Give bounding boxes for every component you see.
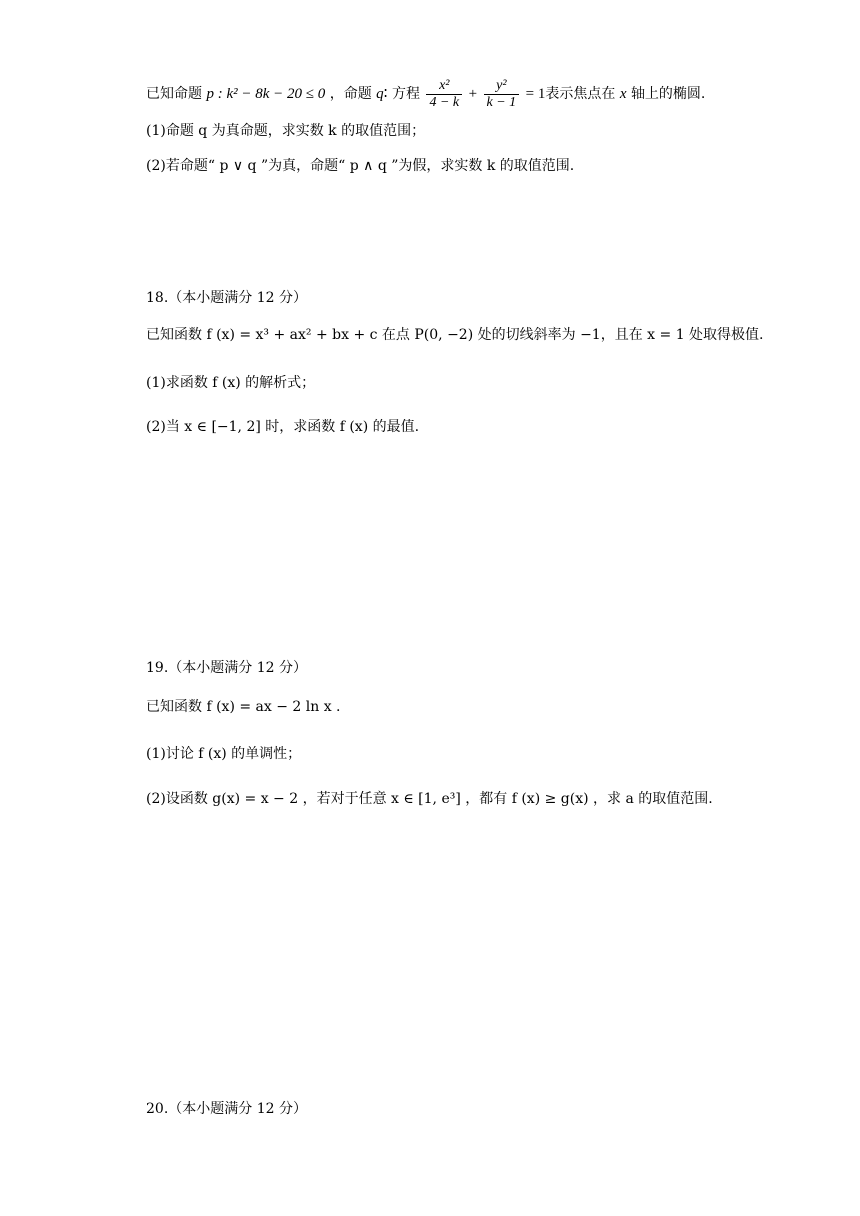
q17-part2: (2)若命题“ p ∨ q ”为真，命题“ p ∧ q ”为假，求实数 k 的取值范围. <box>146 158 575 174</box>
q17-fraction-2-denominator: k − 1 <box>486 94 517 110</box>
q17-fraction-2 <box>484 78 520 111</box>
q17-fraction-2-numerator: y² <box>484 78 520 95</box>
q18-stem: 已知函数 f (x) = x³ + ax² + bx + c 在点 P(0, −2) 处的切线斜率为 −1，且在 x = 1 处取得极值. <box>146 327 764 343</box>
q17-part1: (1)命题 q 为真命题，求实数 k 的取值范围； <box>146 123 426 139</box>
q19-part1: (1)讨论 f (x) 的单调性； <box>146 746 302 762</box>
q17-q-label: q <box>376 86 384 102</box>
q18-part2: (2)当 x ∈ [−1, 2] 时，求函数 f (x) 的最值. <box>146 419 420 435</box>
q17-intro-b: ，命题 <box>329 86 372 102</box>
q18-header: 18.（本小题满分 12 分） <box>146 290 307 306</box>
q17-equals-one: = 1 <box>525 86 546 102</box>
q18-part1: (1)求函数 f (x) 的解析式； <box>146 375 316 391</box>
q17-fraction-1 <box>426 78 462 111</box>
q17-p-formula: p : k² − 8k − 20 ≤ 0 <box>206 86 326 102</box>
q19-header: 19.（本小题满分 12 分） <box>146 660 307 676</box>
q19-stem: 已知函数 f (x) = ax − 2 ln x . <box>146 699 341 715</box>
q17-stem: 已知命题 p : k² − 8k − 20 ≤ 0 ，命题 q∶ 方程 $\frac{\text{x²}}{4 - k}$ + $\frac{\text{y²}}{k - 1}$ = 1表示焦点在 x 轴上的椭圆. <box>146 77 706 110</box>
q17-intro-c: 方程 <box>392 86 421 102</box>
q17-intro-d: 表示焦点在 <box>545 86 616 102</box>
q17-plus-sign: + <box>468 86 478 102</box>
q17-intro-a: 已知命题 <box>146 86 202 102</box>
q19-part2: (2)设函数 g(x) = x − 2 ，若对于任意 x ∈ [1, e³] ，都有 f (x) ≥ g(x) ，求 a 的取值范围. <box>146 791 713 807</box>
q17-axis-var: x <box>619 86 627 102</box>
q20-header: 20.（本小题满分 12 分） <box>146 1101 307 1117</box>
q17-intro-e: 轴上的椭圆. <box>630 86 706 102</box>
q17-fraction-1-numerator: x² <box>426 78 462 95</box>
q17-fraction-1-denominator: 4 − k <box>429 94 460 110</box>
